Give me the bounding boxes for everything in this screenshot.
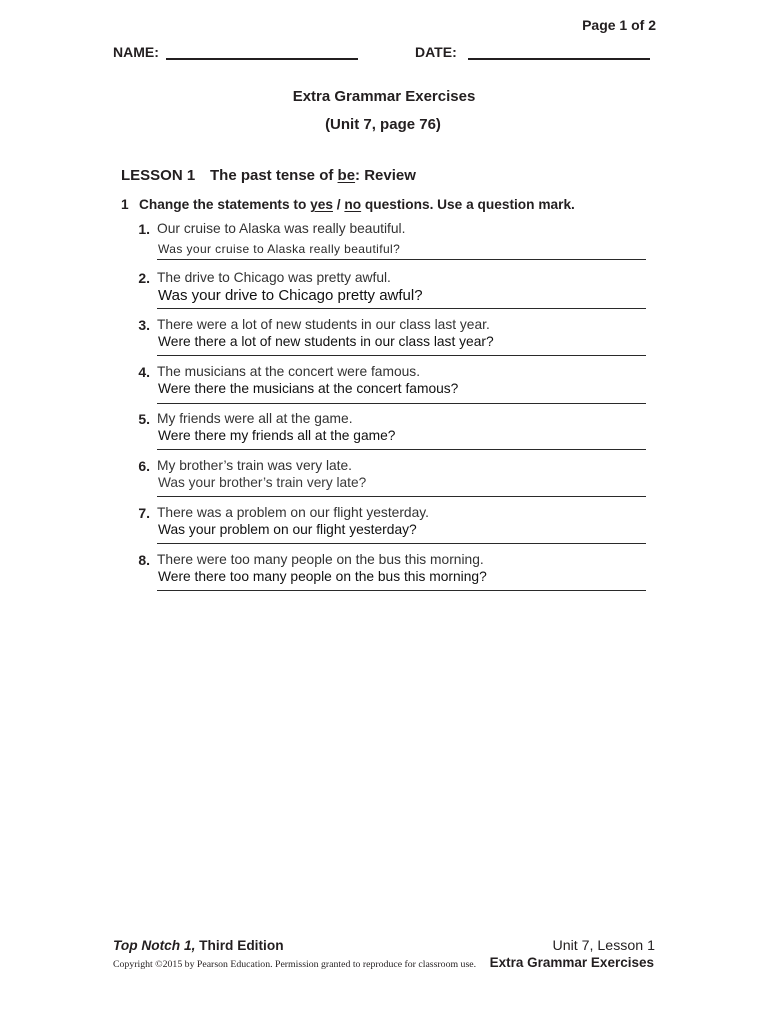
footer-section: Extra Grammar Exercises: [489, 955, 654, 970]
page-indicator: Page 1 of 2: [582, 17, 656, 33]
answer-line: [157, 449, 646, 450]
book-edition: Third Edition: [195, 938, 284, 953]
instruction-slash: /: [332, 197, 345, 212]
answer-line: [157, 355, 646, 356]
item-statement: The musicians at the concert were famous.: [157, 364, 421, 379]
date-field-line: [468, 58, 650, 60]
exercise-instruction: [121, 197, 575, 213]
item-statement: There was a problem on our flight yesterday.: [157, 505, 429, 520]
item-number: 5.: [138, 411, 150, 427]
item-statement: Our cruise to Alaska was really beautiful.: [157, 221, 406, 236]
answer-line: [157, 259, 646, 260]
exercise-item: [120, 270, 647, 310]
item-answer: Were there a lot of new students in our class last year?: [158, 334, 494, 349]
item-answer: Was your cruise to Alaska really beautiful?: [158, 242, 401, 256]
item-number: 7.: [138, 505, 150, 521]
exercise-item: [120, 505, 647, 545]
book-title: Top Notch 1,: [113, 938, 196, 953]
answer-line: [157, 403, 646, 404]
answer-line: [157, 496, 646, 497]
name-field-line: [166, 58, 358, 60]
item-statement: There were a lot of new students in our class last year.: [157, 317, 490, 332]
item-answer: Were there my friends all at the game?: [158, 428, 396, 443]
page-subtitle: (Unit 7, page 76): [325, 116, 441, 133]
answer-line: [157, 590, 646, 591]
instruction-yes: yes: [310, 197, 333, 212]
item-number: 4.: [138, 364, 150, 380]
item-statement: My friends were all at the game.: [157, 411, 353, 426]
item-number: 1.: [138, 221, 150, 237]
name-label: NAME:: [113, 44, 159, 60]
lesson-title-after: : Review: [355, 167, 416, 184]
item-answer: Were there too many people on the bus this morning?: [158, 569, 487, 584]
instruction-after: questions. Use a question mark.: [361, 197, 575, 212]
exercise-item: [120, 364, 647, 404]
item-statement: There were too many people on the bus this morning.: [157, 552, 484, 567]
exercise-number: 1: [121, 197, 129, 212]
item-statement: My brother’s train was very late.: [157, 458, 353, 473]
item-answer: Was your brother’s train very late?: [158, 475, 367, 490]
exercise-item: [120, 458, 647, 498]
date-label: DATE:: [415, 44, 457, 60]
answer-line: [157, 543, 646, 544]
lesson-title-before: The past tense of: [210, 167, 338, 184]
item-number: 6.: [138, 458, 150, 474]
lesson-label: LESSON 1: [121, 167, 196, 184]
lesson-heading: [121, 168, 416, 184]
instruction-no: no: [344, 197, 362, 212]
item-number: 8.: [138, 552, 150, 568]
item-number: 2.: [138, 270, 150, 286]
item-answer: Was your drive to Chicago pretty awful?: [158, 287, 423, 304]
instruction-before: Change the statements to: [139, 197, 311, 212]
answer-line: [157, 308, 646, 309]
item-answer: Were there the musicians at the concert famous?: [158, 381, 459, 396]
page-title: Extra Grammar Exercises: [292, 88, 476, 105]
exercise-item: [120, 552, 647, 592]
footer-book-title: [113, 938, 284, 954]
item-answer: Was your problem on our flight yesterday?: [158, 522, 417, 537]
copyright-notice: Copyright ©2015 by Pearson Education. Permission granted to reproduce for classroom use.: [113, 959, 477, 970]
exercise-item: [120, 221, 647, 261]
exercise-item: [120, 317, 647, 357]
footer-unit-lesson: Unit 7, Lesson 1: [552, 938, 655, 954]
item-number: 3.: [138, 317, 150, 333]
lesson-title-keyword: be: [337, 167, 356, 184]
item-statement: The drive to Chicago was pretty awful.: [157, 270, 391, 285]
exercise-item: [120, 411, 647, 451]
